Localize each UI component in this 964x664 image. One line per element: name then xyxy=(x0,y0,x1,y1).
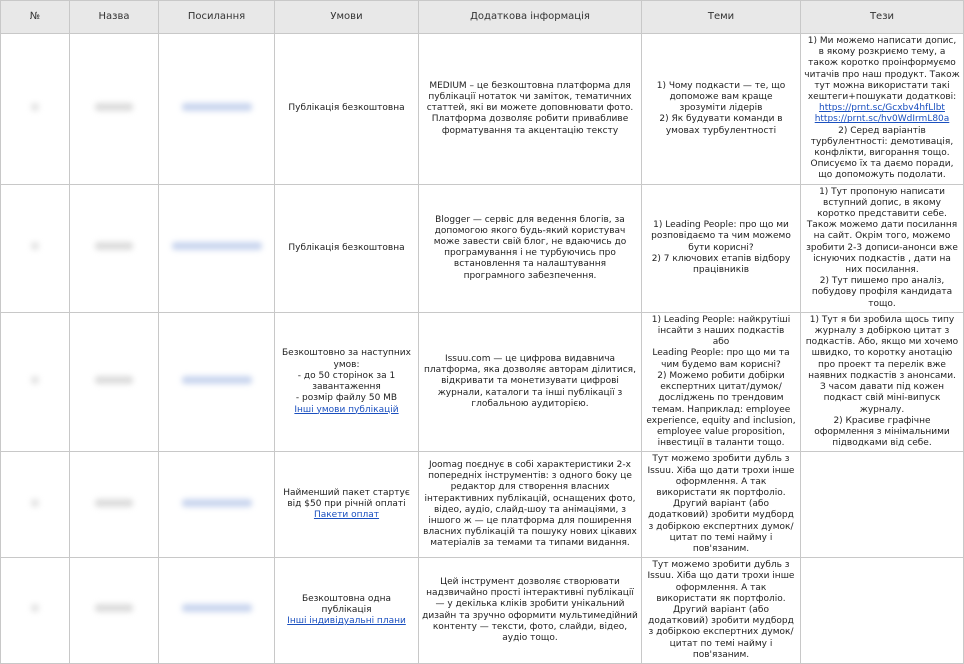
terms-link[interactable]: Інші умови публікацій xyxy=(294,404,399,415)
topic-line: 2) Як будувати команди в умовах турбулентності xyxy=(659,114,783,136)
terms-link-wrap xyxy=(278,510,415,521)
cell-num[interactable] xyxy=(1,452,70,558)
thesis-text: 2) Красиве графічне оформлення з мінімальними підводками від себе. xyxy=(814,415,950,449)
cell-info[interactable] xyxy=(419,558,642,664)
info-text: Joomag поєднує в собі характеристики 2-х попередніх інструментів: з одного боку це редактор для створення власних інтерактивних публікацій, оснащених фото, відео, аудіо, слайд-шоу та анімаціями, з іншого ж — це платформа для поширення власних публікацій та пошуку нових цікавих матеріалів за темами та типами видання. xyxy=(423,459,637,549)
header-name[interactable]: Назва xyxy=(70,1,159,34)
topic-line: 1) Leading People: про що ми розповідаємо та чим можемо бути корисні? xyxy=(651,220,791,253)
topic-line: 1) Leading People: найкрутіші інсайти з наших подкастів xyxy=(651,314,791,337)
cell-num[interactable] xyxy=(1,34,70,185)
redacted-name xyxy=(95,242,133,250)
cell-terms[interactable] xyxy=(275,312,419,451)
info-text: Blogger — сервіс для ведення блогів, за допомогою якого будь-який користувач може завести свій блог, не вдаючись до програмування і не турбуючись про встановлення та налаштування програмного забезпечення. xyxy=(433,214,627,281)
thesis-link-wrap xyxy=(804,114,960,125)
redacted-name xyxy=(95,376,133,384)
cell-num[interactable] xyxy=(1,312,70,451)
cell-link[interactable] xyxy=(159,312,275,451)
redacted-num xyxy=(31,242,39,250)
cell-terms[interactable] xyxy=(275,184,419,312)
topic-line: або xyxy=(712,337,730,348)
topic-line: 2) Можемо робити добірки експертних цитат/думок/досліджень по трендовим темам. Наприклад: employee experience, equity and inclusion, employee value proposition, інвестиції в таланти тощо. xyxy=(646,370,796,449)
cell-info[interactable] xyxy=(419,452,642,558)
header-num[interactable]: № xyxy=(1,1,70,34)
cell-name[interactable] xyxy=(70,558,159,664)
terms-line: - розмір файлу 50 MB xyxy=(295,393,398,404)
topic-line: Тут можемо зробити дубль з Issuu. Хіба що дати трохи інше оформлення. А так використати як портфоліо. Другий варіант (або додатковий) зробити мудборд з добіркою експертних думок/цитат по темі найму і пов'язаним. xyxy=(647,560,795,660)
cell-name[interactable] xyxy=(70,184,159,312)
cell-name[interactable] xyxy=(70,34,159,185)
table-row xyxy=(1,184,964,312)
terms-line: Публікація безкоштовна xyxy=(288,242,405,253)
header-row xyxy=(1,1,964,34)
cell-terms[interactable] xyxy=(275,452,419,558)
topic-line: 2) 7 ключових етапів відбору працівників xyxy=(651,253,791,276)
redacted-name xyxy=(95,103,133,111)
table-row xyxy=(1,312,964,451)
info-text: Цей інструмент дозволяє створювати надзвичайно прості інтерактивні публікації — у декілька кліків зробити унікальний дизайн та зручно оформити мультимедійний контенту — тексти, фото, слайди, відео, аудіо тощо. xyxy=(422,576,638,643)
terms-link[interactable]: Інші індивідуальні плани xyxy=(287,616,406,627)
table-row xyxy=(1,34,964,185)
redacted-num xyxy=(31,604,39,612)
cell-terms[interactable] xyxy=(275,34,419,185)
cell-theses[interactable] xyxy=(801,558,964,664)
topic-line: Leading People: про що ми та чим будемо вам корисні? xyxy=(652,348,790,370)
terms-line: Публікація безкоштовна xyxy=(288,103,405,114)
redacted-link xyxy=(182,376,252,384)
cell-terms[interactable] xyxy=(275,558,419,664)
terms-link-wrap xyxy=(278,616,415,627)
terms-line: Безкоштовно за наступних умов: xyxy=(281,348,411,370)
redacted-link xyxy=(182,604,252,612)
cell-link[interactable] xyxy=(159,184,275,312)
thesis-text: 2) Серед варіантів турбулентності: демотивація, конфлікти, вигорання тощо. Описуємо їх та даємо поради, що допоможуть подолати. xyxy=(810,125,954,181)
redacted-num xyxy=(31,376,39,384)
redacted-num xyxy=(31,103,39,111)
cell-num[interactable] xyxy=(1,184,70,312)
redacted-link xyxy=(182,103,252,111)
thesis-text: 1) Ми можемо написати допис, в якому розкриємо тему, а також коротко проінформуємо читачів про наш продукт. Також тут можна використати такі хештеги+пошукати додаткові: xyxy=(804,36,960,103)
cell-topics[interactable] xyxy=(642,184,801,312)
cell-num[interactable] xyxy=(1,558,70,664)
cell-theses[interactable] xyxy=(801,452,964,558)
cell-theses[interactable] xyxy=(801,34,964,185)
terms-link[interactable]: Пакети оплат xyxy=(313,510,380,521)
header-topics[interactable]: Теми xyxy=(642,1,801,34)
redacted-num xyxy=(31,499,39,507)
cell-link[interactable] xyxy=(159,452,275,558)
cell-name[interactable] xyxy=(70,312,159,451)
table-row xyxy=(1,558,964,664)
thesis-text: 2) Тут пишемо про аналіз, побудову профіля кандидата тощо. xyxy=(811,276,953,309)
info-text: MEDIUM – це безкоштовна платформа для публікації нотаток чи заміток, тематичних статтей, які ви можете доповнювати фото. Платформа дозволяє робити привабливе форматування та акцентацію тексту xyxy=(426,80,634,136)
terms-line: Найменший пакет стартує від $50 при річній оплаті xyxy=(283,487,410,510)
table-row xyxy=(1,452,964,558)
cell-topics[interactable] xyxy=(642,34,801,185)
cell-info[interactable] xyxy=(419,34,642,185)
thesis-link-wrap xyxy=(804,103,960,114)
thesis-link[interactable]: https://prnt.sc/hv0WdIrmL80a xyxy=(814,114,950,125)
cell-info[interactable] xyxy=(419,184,642,312)
header-theses[interactable]: Тези xyxy=(801,1,964,34)
terms-line: Безкоштовна одна публікація xyxy=(301,593,392,615)
info-text: Issuu.com — це цифрова видавнича платформа, яка дозволяє авторам ділитися, відкривати та монетизувати цифрові журнали, каталоги та інші публікації з глобальною аудиторією. xyxy=(424,354,636,409)
redacted-link xyxy=(172,242,262,250)
header-link[interactable]: Посилання xyxy=(159,1,275,34)
topic-line: Тут можемо зробити дубль з Issuu. Хіба що дати трохи інше оформлення. А так використати як портфоліо. Другий варіант (або додатковий) зробити мудборд з добіркою експертних думок/цитат по темі найму і пов'язаним. xyxy=(647,454,795,554)
thesis-link[interactable]: https://prnt.sc/Gcxbv4hfLlbt xyxy=(819,103,945,114)
cell-topics[interactable] xyxy=(642,312,801,451)
cell-topics[interactable] xyxy=(642,558,801,664)
cell-info[interactable] xyxy=(419,312,642,451)
cell-link[interactable] xyxy=(159,34,275,185)
terms-line: - до 50 сторінок за 1 завантаження xyxy=(297,370,396,393)
header-terms[interactable]: Умови xyxy=(275,1,419,34)
redacted-link xyxy=(182,499,252,507)
cell-theses[interactable] xyxy=(801,184,964,312)
thesis-text: 1) Тут пропоную написати вступний допис, в якому коротко представити себе. Також можемо дати посилання на сайт. Окрім того, можемо зробити 2-3 дописи-анонси вже існуючих подкастів , дати на них посилання. xyxy=(806,186,958,276)
cell-topics[interactable] xyxy=(642,452,801,558)
redacted-name xyxy=(95,499,133,507)
cell-theses[interactable] xyxy=(801,312,964,451)
thesis-text: 1) Тут я би зробила щось типу журналу з добіркою цитат з подкастів. Або, якщо ми хочемо швидко, то коротку анотацію про проект та перелік вже наявних подкастів з анонсами. З часом давати під кожен подкаст свій міні-випуск журналу. xyxy=(805,314,959,415)
cell-link[interactable] xyxy=(159,558,275,664)
topic-line: 1) Чому подкасти — те, що допоможе вам краще зрозуміти лідерів xyxy=(656,80,786,114)
redacted-name xyxy=(95,604,133,612)
header-info[interactable]: Додаткова інформація xyxy=(419,1,642,34)
terms-link-wrap xyxy=(278,405,415,416)
cell-name[interactable] xyxy=(70,452,159,558)
